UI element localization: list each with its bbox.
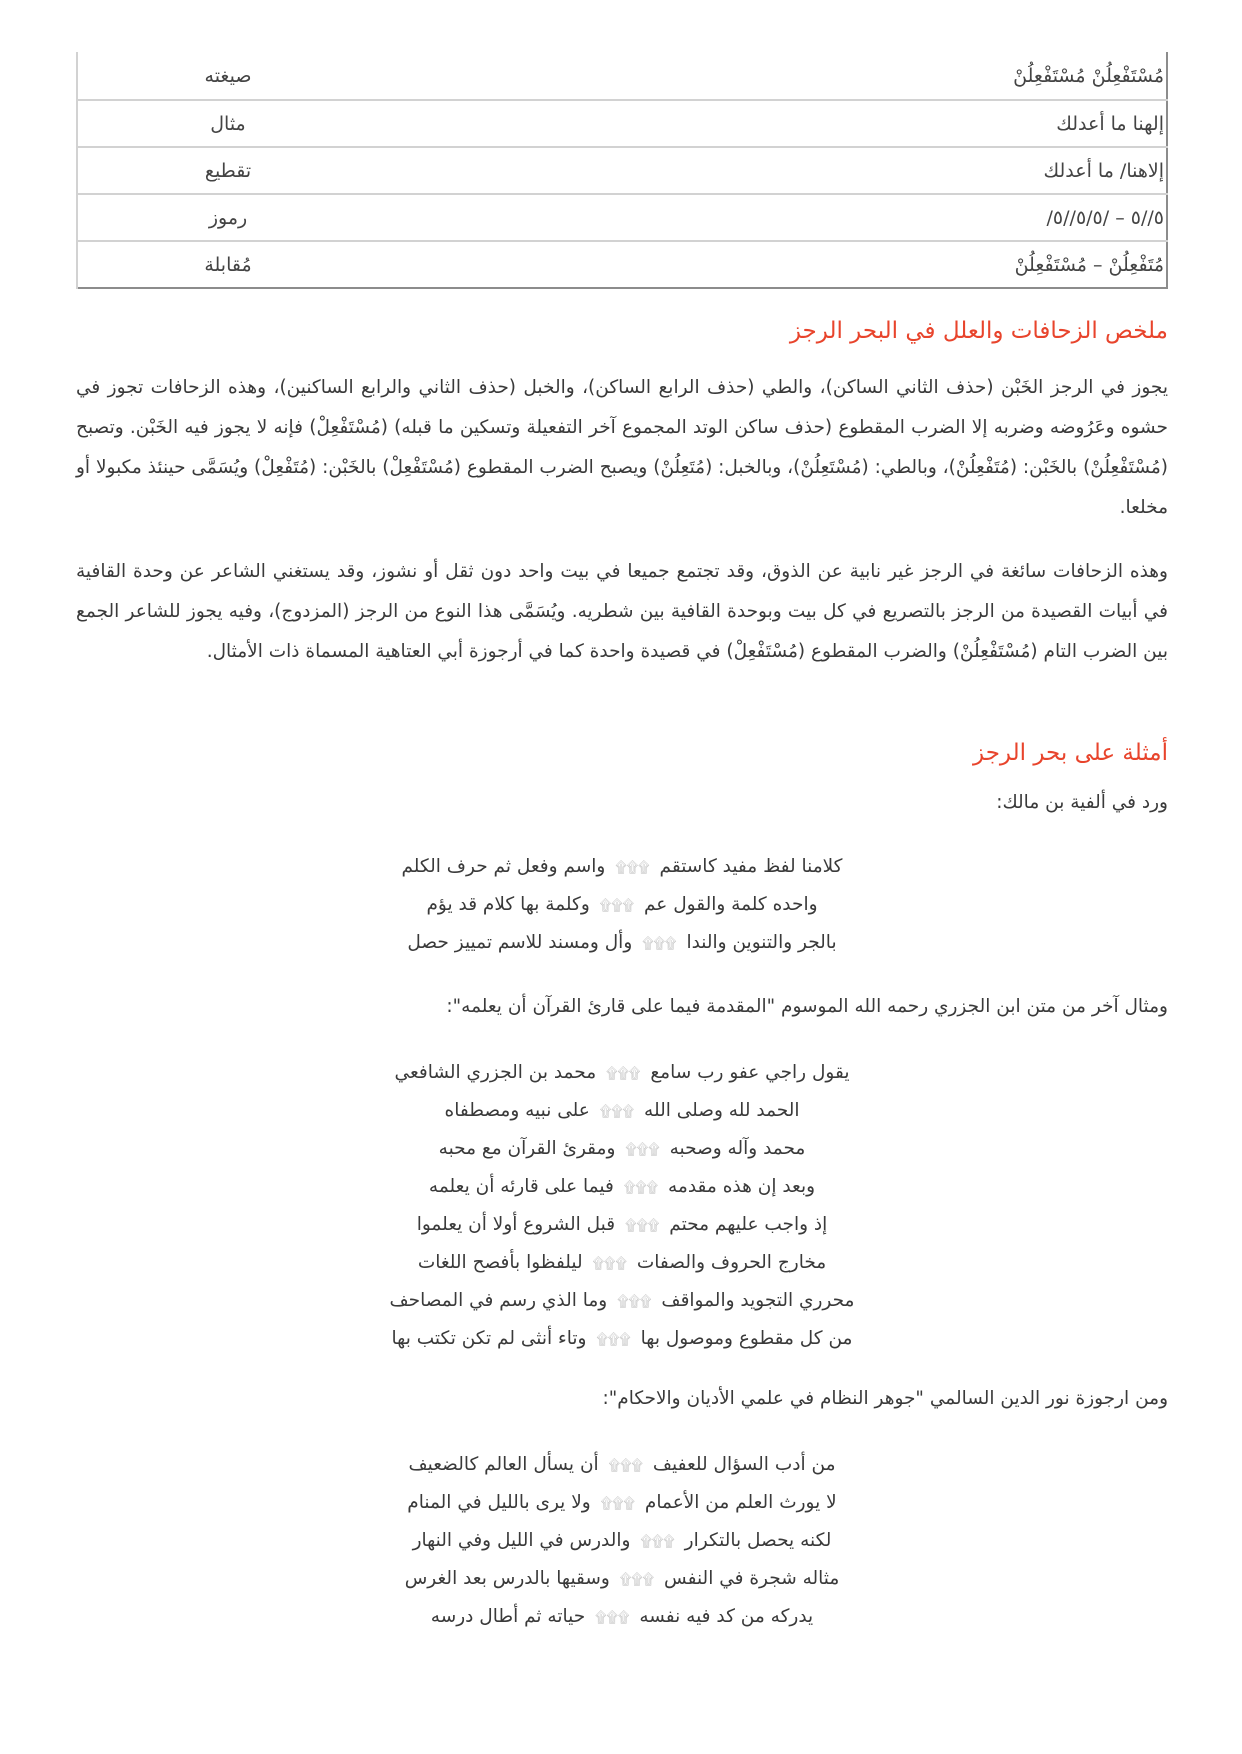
poem-jazari — [76, 1054, 1168, 1358]
poem-line: محرري التجويد والمواقف۩۩۩وما الذي رسم في المصاحف — [389, 1290, 855, 1311]
poem-line: إذ واجب عليهم محتم۩۩۩قبل الشروع أولا أن يعلموا — [416, 1214, 828, 1235]
table-row — [77, 194, 1167, 241]
intro-jazari: ومثال آخر من متن ابن الجزري رحمه الله الموسوم "المقدمة فيما على قارئ القرآن أن يعلمه": — [446, 996, 1168, 1017]
poem-line: لكنه يحصل بالتكرار۩۩۩والدرس في الليل وفي النهار — [412, 1530, 832, 1551]
poem-line: من كل مقطوع وموصول بها۩۩۩وتاء أنثى لم تكن تكتب بها — [391, 1328, 853, 1349]
table-value: إلهنا ما أعدلك — [378, 100, 1167, 147]
poem-line: مثاله شجرة في النفس۩۩۩وسقيها بالدرس بعد الغرس — [404, 1568, 840, 1589]
table-label: مثال — [77, 100, 378, 147]
poem-line: بالجر والتنوين والندا۩۩۩وأل ومسند للاسم تمييز حصل — [407, 932, 837, 953]
paragraph-variations: يجوز في الرجز الخَبْن (حذف الثاني الساكن)، والطي (حذف الرابع الساكن)، والخبل (حذف الثاني والرابع الساكنين)، وهذه الزحافات تجوز في حشوه وعَرُوضه وضربه إلا الضرب المقطوع (حذف ساكن الوتد المجموع آخر التفعيلة وتسكين ما قبله) (مُسْتَفْعِلْ) فإنه لا يجوز فيه الخَبْن. وتصبح (مُسْتَفْعِلُنْ) بالخَبْن: (مُتَفْعِلُنْ)، وبالطي: (مُسْتَعِلُنْ)، وبالخبل: (مُتَعِلُنْ) ويصبح الضرب المقطوع (مُسْتَفْعِلْ) بالخَبْن: (مُتَفْعِلْ) ويُسَمَّى حينئذ مكبولا أو مخلعا. — [76, 377, 1168, 518]
poem-line: الحمد لله وصلى الله۩۩۩على نبيه ومصطفاه — [444, 1100, 800, 1121]
table-label: مُقابلة — [77, 241, 378, 288]
table-value: مُتَفْعِلُنْ – مُسْتَفْعِلُنْ — [378, 241, 1167, 288]
intro-alfiya: ورد في ألفية بن مالك: — [996, 792, 1168, 813]
table-label: تقطيع — [77, 147, 378, 194]
section-heading-variations: ملخص الزحافات والعلل في البحر الرجز — [789, 318, 1168, 344]
poem-line: وبعد إن هذه مقدمه۩۩۩فيما على قارئه أن يعلمه — [428, 1176, 816, 1197]
table-value: إلاهنا/ ما أعدلك — [378, 147, 1167, 194]
poem-line: يدركه من كد فيه نفسه۩۩۩حياته ثم أطال درسه — [430, 1606, 814, 1627]
poem-line: مخارج الحروف والصفات۩۩۩ليلفظوا بأفصح اللغات — [417, 1252, 827, 1273]
table-value: /٥//٥ – /٥/٥//٥ — [378, 194, 1167, 241]
section-heading-examples: أمثلة على بحر الرجز — [973, 740, 1168, 766]
table-value: مُسْتَفْعِلُنْ مُسْتَفْعِلُنْ — [1013, 64, 1164, 87]
table-row — [77, 147, 1167, 194]
table-label: رموز — [77, 194, 378, 241]
table-row — [77, 100, 1167, 147]
intro-salimi: ومن ارجوزة نور الدين السالمي "جوهر النظام في علمي الأديان والاحكام": — [602, 1388, 1168, 1409]
table-row — [77, 52, 1167, 100]
table-label: صيغته — [77, 52, 378, 100]
meter-table — [76, 52, 1168, 289]
poem-line: كلامنا لفظ مفيد كاستقم۩۩۩واسم وفعل ثم حرف الكلم — [401, 856, 843, 877]
poem-alfiya — [76, 848, 1168, 962]
poem-line: لا يورث العلم من الأعمام۩۩۩ولا يرى بالليل في المنام — [407, 1492, 837, 1513]
poem-line: واحده كلمة والقول عم۩۩۩وكلمة بها كلام قد يؤم — [426, 894, 818, 915]
table-row — [77, 241, 1167, 288]
poem-salimi — [76, 1446, 1168, 1636]
poem-line: من أدب السؤال للعفيف۩۩۩أن يسأل العالم كالضعيف — [408, 1454, 836, 1475]
poem-line: محمد وآله وصحبه۩۩۩ومقرئ القرآن مع محبه — [438, 1138, 806, 1159]
poem-line: يقول راجي عفو رب سامع۩۩۩محمد بن الجزري الشافعي — [394, 1062, 850, 1083]
paragraph-muzdawaj: وهذه الزحافات سائغة في الرجز غير نابية عن الذوق، وقد تجتمع جميعا في بيت واحد دون ثقل أو نشوز، وقد يستغني الشاعر عن وحدة القافية في أبيات القصيدة من الرجز بالتصريع في كل بيت وبوحدة القافية بين شطريه. ويُسَمَّى هذا النوع من الرجز (المزدوج)، وفيه يجوز للشاعر الجمع بين الضرب التام (مُسْتَفْعِلُنْ) والضرب المقطوع (مُسْتَفْعِلْ) في قصيدة واحدة كما في أرجوزة أبي العتاهية المسماة ذات الأمثال. — [76, 561, 1168, 662]
